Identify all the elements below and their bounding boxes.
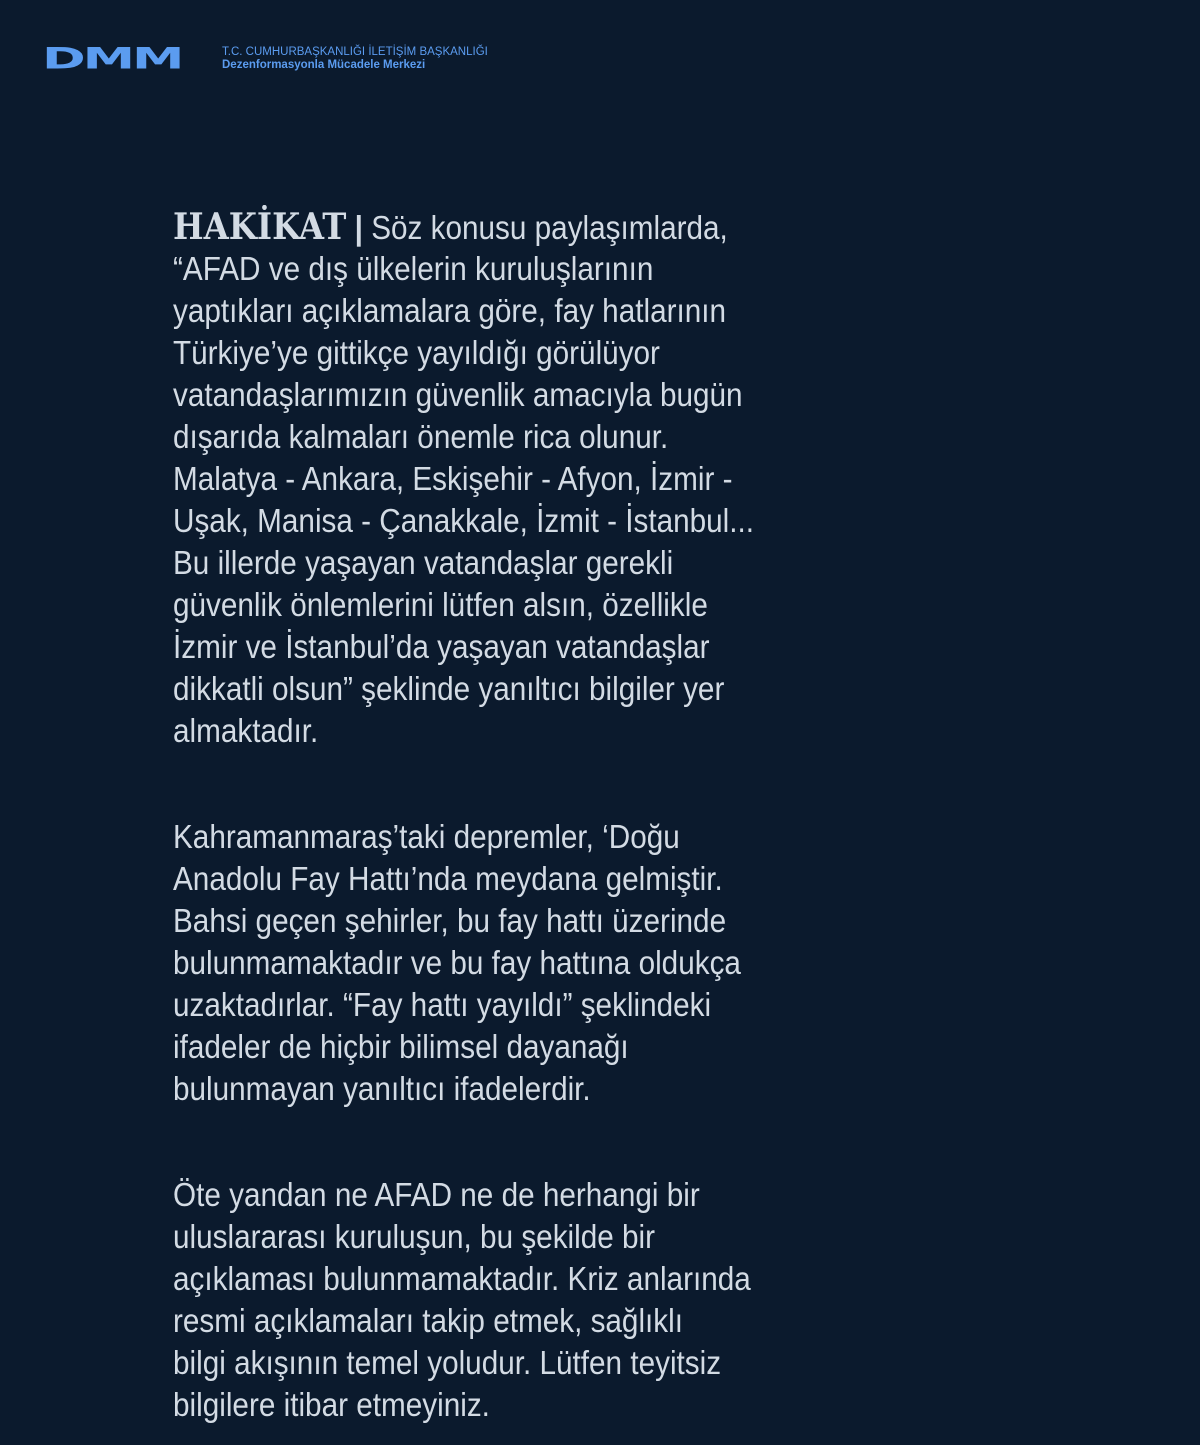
text-line: ifadeler de hiçbir bilimsel dayanağı xyxy=(173,1028,629,1065)
text-line: Öte yandan ne AFAD ne de herhangi bir xyxy=(173,1176,700,1213)
text-line: Bu illerde yaşayan vatandaşlar gerekli xyxy=(173,544,674,581)
text-line: “AFAD ve dış ülkelerin kuruluşlarının xyxy=(173,250,654,287)
text-line: dışarıda kalmaları önemle rica olunur. xyxy=(173,418,669,455)
text-line: bulunmayan yanıltıcı ifadelerdir. xyxy=(173,1070,591,1107)
text-line: Malatya - Ankara, Eskişehir - Afyon, İzmir - xyxy=(173,460,733,497)
text-line: Uşak, Manisa - Çanakkale, İzmit - İstanbul... xyxy=(173,502,755,539)
text-line: Türkiye’ye gittikçe yayıldığı görülüyor xyxy=(173,334,660,371)
text-line: resmi açıklamaları takip etmek, sağlıklı xyxy=(173,1302,684,1339)
text-line: uzaktadırlar. “Fay hattı yayıldı” şeklindeki xyxy=(173,986,712,1023)
text-line: açıklaması bulunmamaktadır. Kriz anlarında xyxy=(173,1260,751,1297)
first-line-text: Söz konusu paylaşımlarda, xyxy=(371,209,728,246)
text-line: Anadolu Fay Hattı’nda meydana gelmiştir. xyxy=(173,860,723,897)
text-line xyxy=(173,206,893,248)
text-line: yaptıkları açıklamalara göre, fay hatlarının xyxy=(173,292,727,329)
text-line: güvenlik önlemlerini lütfen alsın, özellikle xyxy=(173,586,708,623)
text-line: vatandaşlarımızın güvenlik amacıyla bugün xyxy=(173,376,743,413)
text-line: bulunmamaktadır ve bu fay hattına oldukça xyxy=(173,944,741,981)
dmm-logo xyxy=(42,44,488,74)
text-line: Bahsi geçen şehirler, bu fay hattı üzerinde xyxy=(173,902,727,939)
article-body xyxy=(173,206,973,1426)
text-line: İzmir ve İstanbul’da yaşayan vatandaşlar xyxy=(173,628,710,665)
logo-mark: DMM xyxy=(42,42,182,76)
text-line: dikkatli olsun” şeklinde yanıltıcı bilgiler yer xyxy=(173,670,725,707)
text-line: uluslararası kuruluşun, bu şekilde bir xyxy=(173,1218,656,1255)
text-line: bilgilere itibar etmeyiniz. xyxy=(173,1386,490,1423)
paragraph-1 xyxy=(173,206,973,752)
org-line-2: Dezenformasyonla Mücadele Merkezi xyxy=(222,59,426,71)
text-line: Kahramanmaraş’taki depremler, ‘Doğu xyxy=(173,818,680,855)
text-line: almaktadır. xyxy=(173,712,319,749)
separator: | xyxy=(346,209,372,246)
text-line: bilgi akışının temel yoludur. Lütfen teyitsiz xyxy=(173,1344,722,1381)
paragraph-2 xyxy=(173,816,973,1110)
paragraph-3 xyxy=(173,1174,973,1426)
org-line-1: T.C. CUMHURBAŞKANLIĞI İLETİŞİM BAŞKANLIĞI xyxy=(222,46,488,58)
hakikat-label: HAKİKAT xyxy=(173,206,347,248)
